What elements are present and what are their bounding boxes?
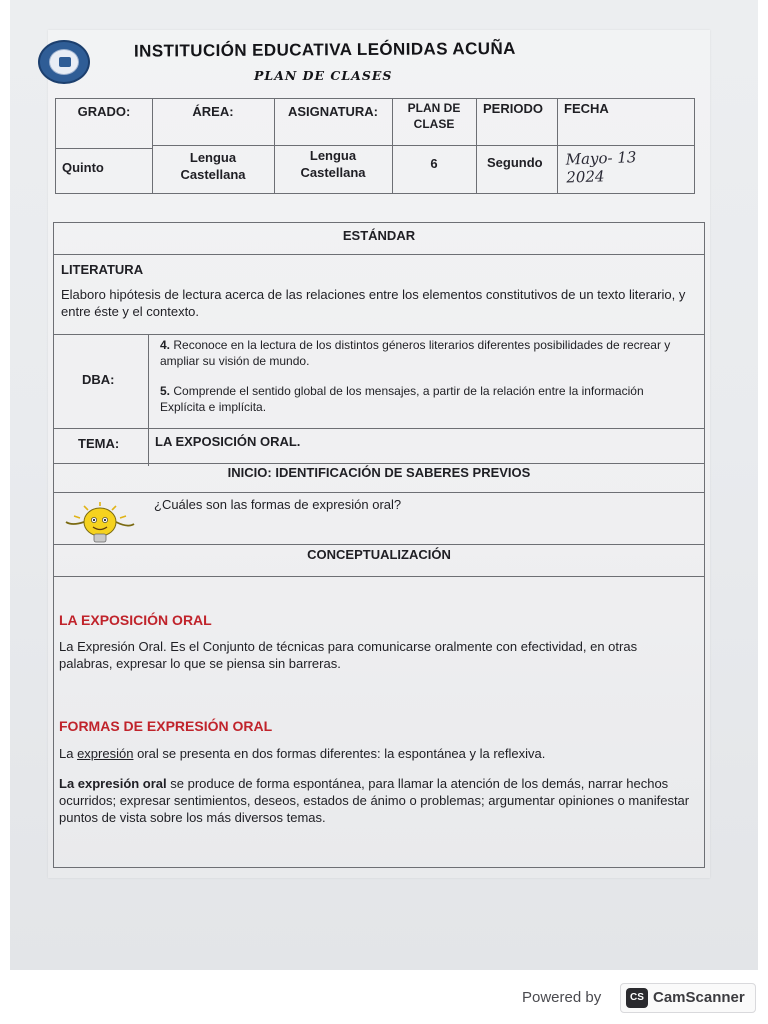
row-divider — [53, 463, 705, 464]
tema-value: LA EXPOSICIÓN ORAL. — [155, 434, 301, 449]
inicio-heading: INICIO: IDENTIFICACIÓN DE SABERES PREVIOS — [227, 465, 531, 480]
section-formas-paragraph-1 — [59, 746, 691, 763]
paragraph-2-rest: se produce de forma espontánea, para llamar la atención de los demás, narrar hechos ocurridos; expresar sentimientos, deseos, estados de ánimo o problemas; argumentar opiniones o manifestar puntos de vista sobre los más diversos temas. — [59, 776, 690, 825]
paragraph-2-bold-lead: La expresión oral — [59, 776, 167, 791]
value-fecha-handwritten: Mayo- 13 2024 — [565, 148, 637, 187]
powered-by-label: Powered by — [522, 989, 602, 1006]
plan-subtitle: PLAN DE CLASES — [254, 68, 393, 83]
inicio-question: ¿Cuáles son las formas de expresión oral? — [154, 497, 402, 512]
header-periodo: PERIODO — [483, 101, 543, 116]
section-formas-title: FORMAS DE EXPRESIÓN ORAL — [59, 718, 273, 734]
institution-title: INSTITUCIÓN EDUCATIVA LEÓNIDAS ACUÑA — [133, 38, 516, 61]
conceptualizacion-heading: CONCEPTUALIZACIÓN — [307, 547, 451, 562]
row-divider — [53, 254, 705, 255]
camscanner-icon: CS — [626, 988, 648, 1008]
info-table-row-divider — [152, 145, 695, 146]
dba-item-5 — [160, 384, 690, 415]
logo-shield — [49, 49, 79, 75]
header-grado: GRADO: — [77, 104, 131, 119]
logo-emblem — [59, 57, 71, 67]
info-table-col-divider — [557, 98, 558, 194]
value-periodo: Segundo — [487, 155, 543, 170]
row-divider — [53, 334, 705, 335]
row-divider — [53, 544, 705, 545]
value-asignatura: Lengua Castellana — [300, 148, 366, 180]
header-area: ÁREA: — [192, 104, 234, 119]
value-plan-de-clase: 6 — [430, 156, 438, 171]
dba-col-divider — [148, 334, 149, 466]
info-table-col-divider — [274, 98, 275, 194]
dba-item-4 — [160, 338, 690, 369]
row-divider — [53, 492, 705, 493]
dba-item-5-text: Comprende el sentido global de los mensajes, a partir de la relación entre la información Explícita e implícita. — [160, 384, 644, 414]
row-divider — [53, 576, 705, 577]
section-formas-paragraph-2 — [59, 776, 691, 827]
value-area: Lengua Castellana — [180, 150, 246, 182]
info-table-col-divider — [392, 98, 393, 194]
literatura-subheading: LITERATURA — [61, 262, 144, 277]
header-asignatura: ASIGNATURA: — [287, 104, 379, 119]
camscanner-brand: CamScanner — [653, 989, 745, 1006]
lightbulb-icon — [62, 500, 140, 546]
info-table-col-divider — [152, 98, 153, 194]
estandar-heading: ESTÁNDAR — [342, 228, 416, 243]
paragraph-1-start: La — [59, 746, 78, 761]
header-fecha: FECHA — [564, 101, 609, 116]
row-divider — [53, 428, 705, 429]
header-plan-de-clase: PLAN DE CLASE — [407, 101, 461, 131]
camscanner-logo[interactable] — [620, 983, 756, 1013]
dba-item-5-number: 5. — [160, 384, 171, 398]
section-exposicion-text: La Expresión Oral. Es el Conjunto de técnicas para comunicarse oralmente con efectividad, en otras palabras, expresar lo que se piensa sin barreras. — [59, 639, 638, 671]
expresion-link[interactable]: expresión — [77, 746, 134, 761]
tema-label: TEMA: — [78, 436, 120, 451]
school-logo-icon — [38, 40, 90, 84]
dba-item-4-number: 4. — [160, 338, 171, 352]
value-grado: Quinto — [62, 160, 104, 175]
paragraph-1-end: oral se presenta en dos formas diferentes: la espontánea y la reflexiva. — [133, 746, 546, 761]
dba-label: DBA: — [82, 372, 115, 387]
section-exposicion-title: LA EXPOSICIÓN ORAL — [59, 612, 212, 628]
estandar-text: Elaboro hipótesis de lectura acerca de las relaciones entre los elementos constitutivos de un texto literario, y entre éste y el contexto. — [61, 287, 686, 319]
dba-item-4-text: Reconoce en la lectura de los distintos géneros literarios diferentes posibilidades de recrear y ampliar su visión de mundo. — [160, 338, 671, 368]
info-table-col-divider — [476, 98, 477, 194]
info-table-row-divider-left — [55, 148, 152, 149]
